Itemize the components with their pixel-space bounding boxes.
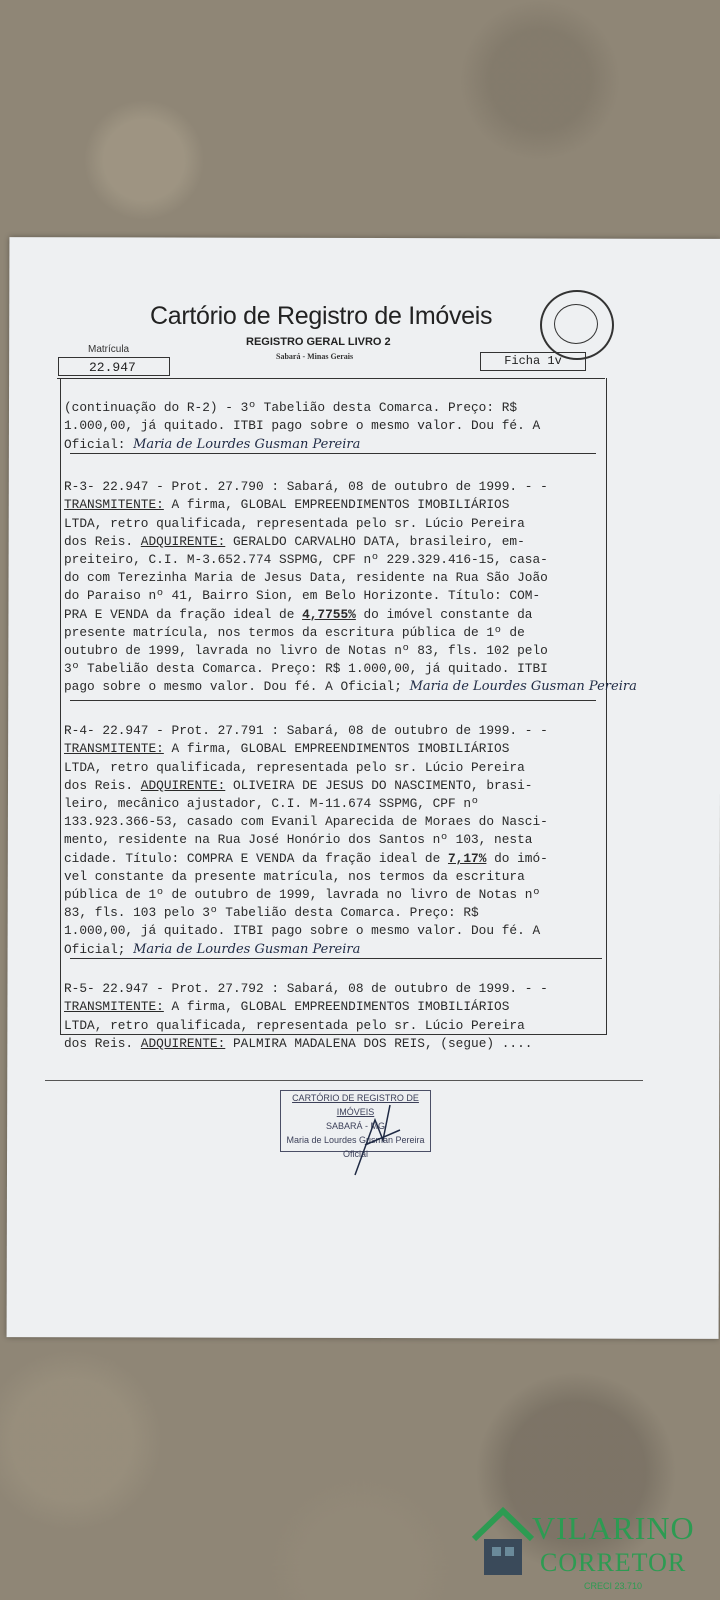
entry-separator — [70, 958, 602, 959]
official-signature: Maria de Lourdes Gusman Pereira — [133, 436, 361, 452]
entry-continuation: (continuação do R-2) - 3º Tabelião desta Comarca. Preço: R$ 1.000,00, já quitado. ITBI pago sobre o mesmo valor. Dou fé. A Oficial: Maria de Lourdes Gusman Pereira — [64, 400, 541, 452]
watermark-brand: VILARINO — [532, 1510, 695, 1546]
document-title: Cartório de Registro de Imóveis — [150, 302, 493, 330]
watermark-sub: CORRETOR — [540, 1548, 687, 1577]
bottom-rule — [45, 1080, 643, 1081]
document-place: Sabará - Minas Gerais — [276, 352, 354, 361]
matricula-label: Matrícula — [88, 344, 130, 355]
stamp-signature-icon — [345, 1100, 405, 1180]
official-signature: Maria de Lourdes Gusman Pereira — [133, 941, 361, 957]
document-subtitle: REGISTRO GERAL LIVRO 2 — [246, 336, 391, 348]
entry-r5: R-5- 22.947 - Prot. 27.792 : Sabará, 08 de outubro de 1999. - - TRANSMITENTE: A firma, GLOBAL EMPREENDIMENTOS IMOBILIÁRIOS LTDA, retro qualificada, representada pelo sr. Lúcio Pereira dos Reis. ADQUIRENTE: PALMIRA MADALENA DOS REIS, (segue) .... — [64, 981, 548, 1051]
registry-stamp: CARTÓRIO DE REGISTRO DE IMÓVEIS SABARÁ - MG Maria de Lourdes Gusman Pereira Oficial — [280, 1090, 431, 1152]
entry-separator — [70, 700, 596, 701]
entry-r4: R-4- 22.947 - Prot. 27.791 : Sabará, 08 de outubro de 1999. - - TRANSMITENTE: A firma, GLOBAL EMPREENDIMENTOS IMOBILIÁRIOS LTDA, retro qualificada, representada pelo sr. Lúcio Pereira dos Reis. ADQUIRENTE: OLIVEIRA DE JESUS DO NASCIMENTO, brasi- leiro, mecânico ajustador, C.I. M-11.674 SSPMG, CPF nº 133.923.366-53, casado com Evanil Aparecida de Moraes do Nasci- mento, residente na Rua José Honório dos Santos nº 103, nesta cidade. Título: COMPRA E VENDA da fração ideal de 7,17% do imó- vel constante da presente matrícula, nos termos da escritura pública de 1º de outubro de 1999, lavrada no livro de Notas nº 83, fls. 103 pelo 3º Tabelião desta Comarca. Preço: R$ 1.000,00, já quitado. ITBI pago sobre o mesmo valor. Dou fé. A Oficial; Maria de Lourdes Gusman Pereira — [64, 723, 548, 957]
registry-seal — [540, 290, 614, 360]
ficha-number: Ficha 1v — [480, 352, 586, 371]
entry-r3: R-3- 22.947 - Prot. 27.790 : Sabará, 08 de outubro de 1999. - - TRANSMITENTE: A firma, GLOBAL EMPREENDIMENTOS IMOBILIÁRIOS LTDA, retro qualificada, representada pelo sr. Lúcio Pereira dos Reis. ADQUIRENTE: GERALDO CARVALHO DATA, brasileiro, em- preiteiro, C.I. M-3.652.774 SSPMG, CPF nº 229.329.416-15, casa- do com Terezinha Maria de Jesus Data, residente na Rua São João do Paraiso nº 41, Bairro Sion, em Belo Horizonte. Título: COM- PRA E VENDA da fração ideal de 4,7755% do imóvel constante da presente matrícula, nos termos da escritura pública de 1º de outubro de 1999, lavrada no livro de Notas nº 83, fls. 102 pelo 3º Tabelião desta Comarca. Preço: R$ 1.000,00, já quitado. ITBI pago sobre o mesmo valor. Dou fé. A Oficial; Maria de Lourdes Gusman Pereira — [64, 479, 637, 695]
watermark-creci: CRECI 23.710 — [584, 1581, 643, 1591]
official-signature: Maria de Lourdes Gusman Pereira — [409, 679, 637, 695]
entry-separator — [70, 453, 596, 454]
house-logo-icon — [470, 1505, 536, 1579]
matricula-value: 22.947 — [58, 357, 170, 376]
